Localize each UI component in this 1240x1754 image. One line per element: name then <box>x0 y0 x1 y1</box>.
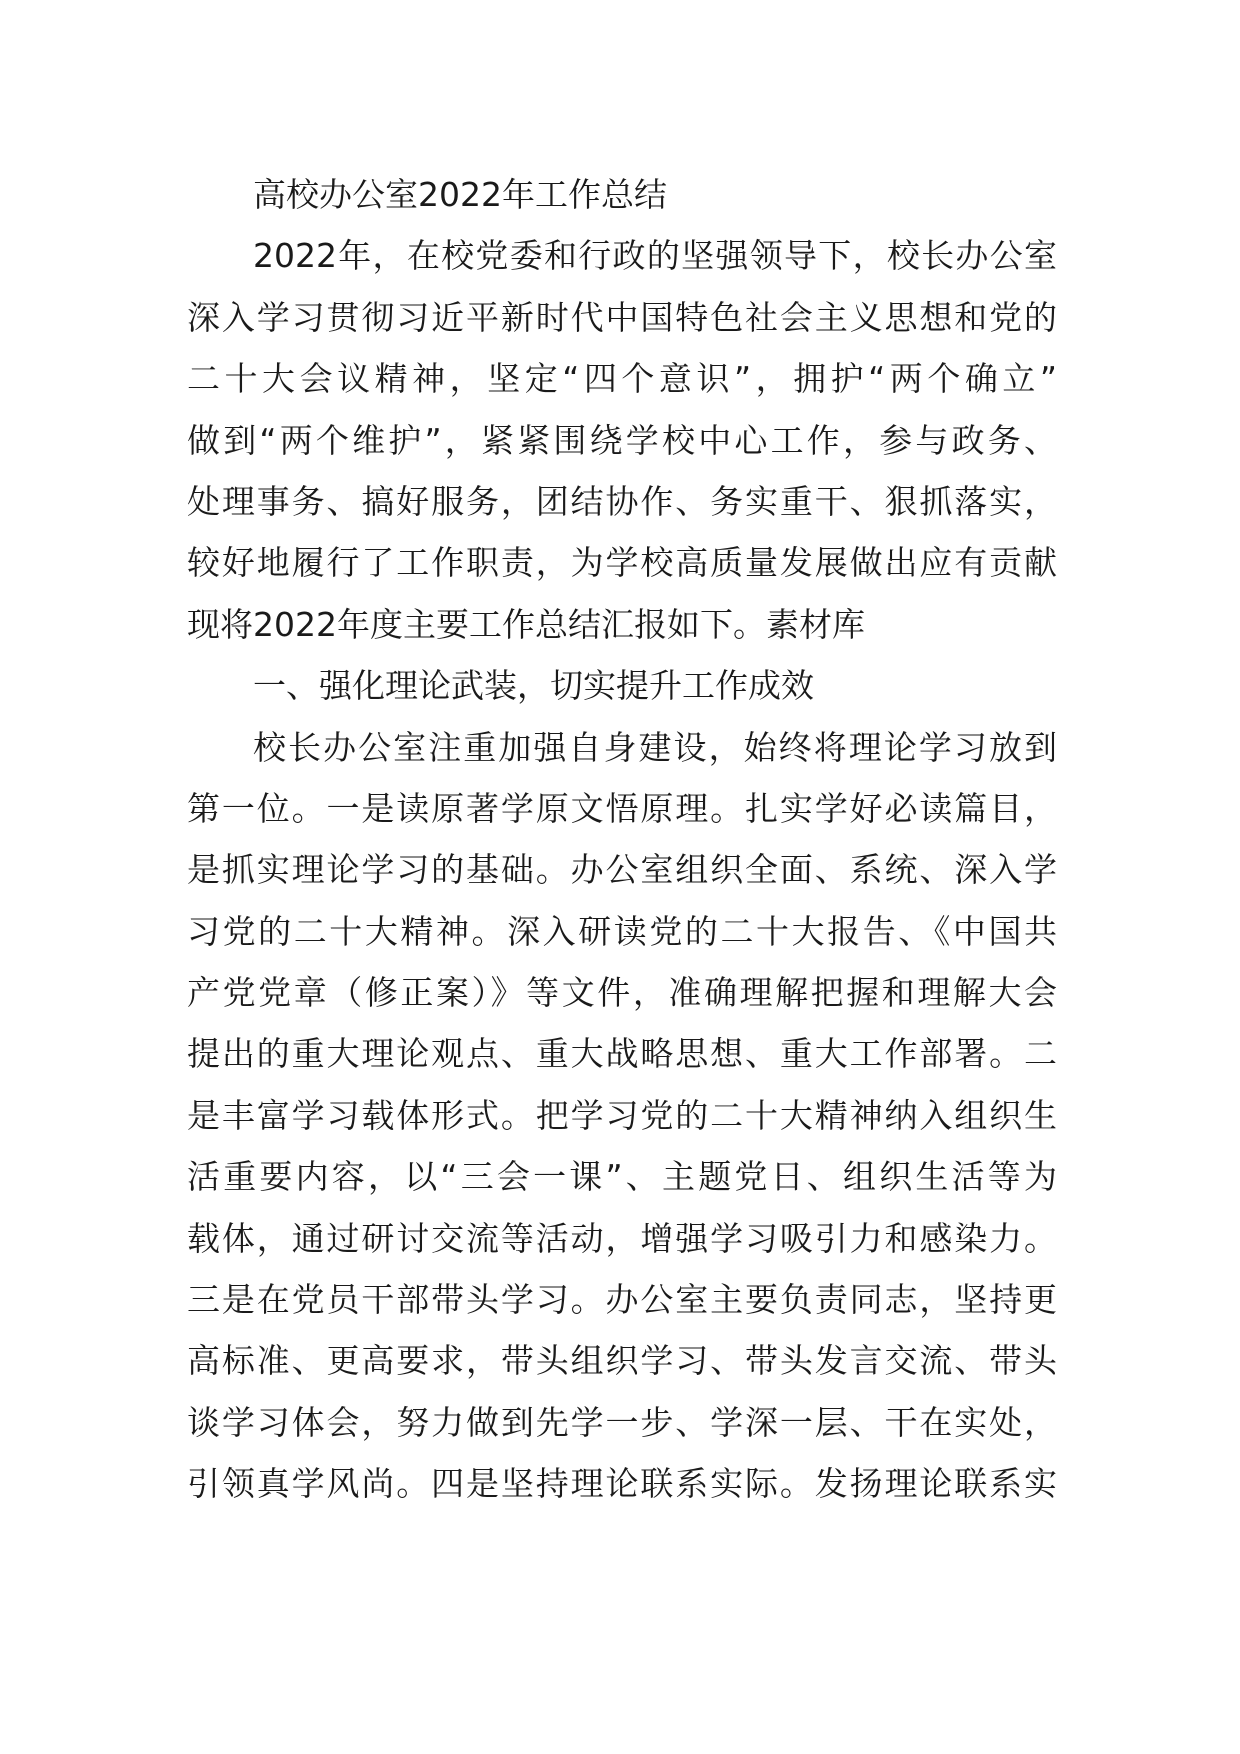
text-line: 载体，通过研讨交流等活动，增强学习吸引力和感染力。 <box>187 1218 1057 1258</box>
text-line: 现将2022年度主要工作总结汇报如下。素材库 <box>187 604 865 644</box>
text-line: 谈学习体会，努力做到先学一步、学深一层、干在实处， <box>187 1402 1057 1442</box>
text-line: 产党党章（修正案）》等文件，准确理解把握和理解大会 <box>187 973 1057 1013</box>
text-line: 较好地履行了工作职责，为学校高质量发展做出应有贡献 <box>187 543 1057 583</box>
text-line: 2022年，在校党委和行政的坚强领导下，校长办公室 <box>253 236 1057 276</box>
text-line: 三是在党员干部带头学习。办公室主要负责同志，坚持更 <box>187 1280 1057 1320</box>
document-title: 高校办公室2022年工作总结 <box>253 175 667 214</box>
document-body <box>187 164 1057 1515</box>
text-line: 是抓实理论学习的基础。办公室组织全面、系统、深入学 <box>187 850 1057 890</box>
text-line: 校长办公室注重加强自身建设，始终将理论学习放到 <box>253 727 1057 767</box>
text-line: 做到“两个维护”，紧紧围绕学校中心工作，参与政务、 <box>187 420 1057 460</box>
text-line: 提出的重大理论观点、重大战略思想、重大工作部署。二 <box>187 1034 1057 1074</box>
text-line: 处理事务、搞好服务，团结协作、务实重干、狠抓落实， <box>187 481 1057 521</box>
text-line: 引领真学风尚。四是坚持理论联系实际。发扬理论联系实 <box>187 1464 1057 1504</box>
text-line: 活重要内容，以“三会一课”、主题党日、组织生活等为 <box>187 1157 1057 1197</box>
text-line: 习党的二十大精神。深入研读党的二十大报告、《中国共 <box>187 911 1057 951</box>
text-line: 是丰富学习载体形式。把学习党的二十大精神纳入组织生 <box>187 1095 1057 1135</box>
text-line: 二十大会议精神，坚定“四个意识”，拥护“两个确立” <box>187 359 1057 399</box>
section-heading: 一、强化理论武装，切实提升工作成效 <box>253 666 814 706</box>
text-line: 第一位。一是读原著学原文悟原理。扎实学好必读篇目， <box>187 788 1057 828</box>
text-line: 高标准、更高要求，带头组织学习、带头发言交流、带头 <box>187 1341 1057 1381</box>
text-line: 深入学习贯彻习近平新时代中国特色社会主义思想和党的 <box>187 297 1057 337</box>
